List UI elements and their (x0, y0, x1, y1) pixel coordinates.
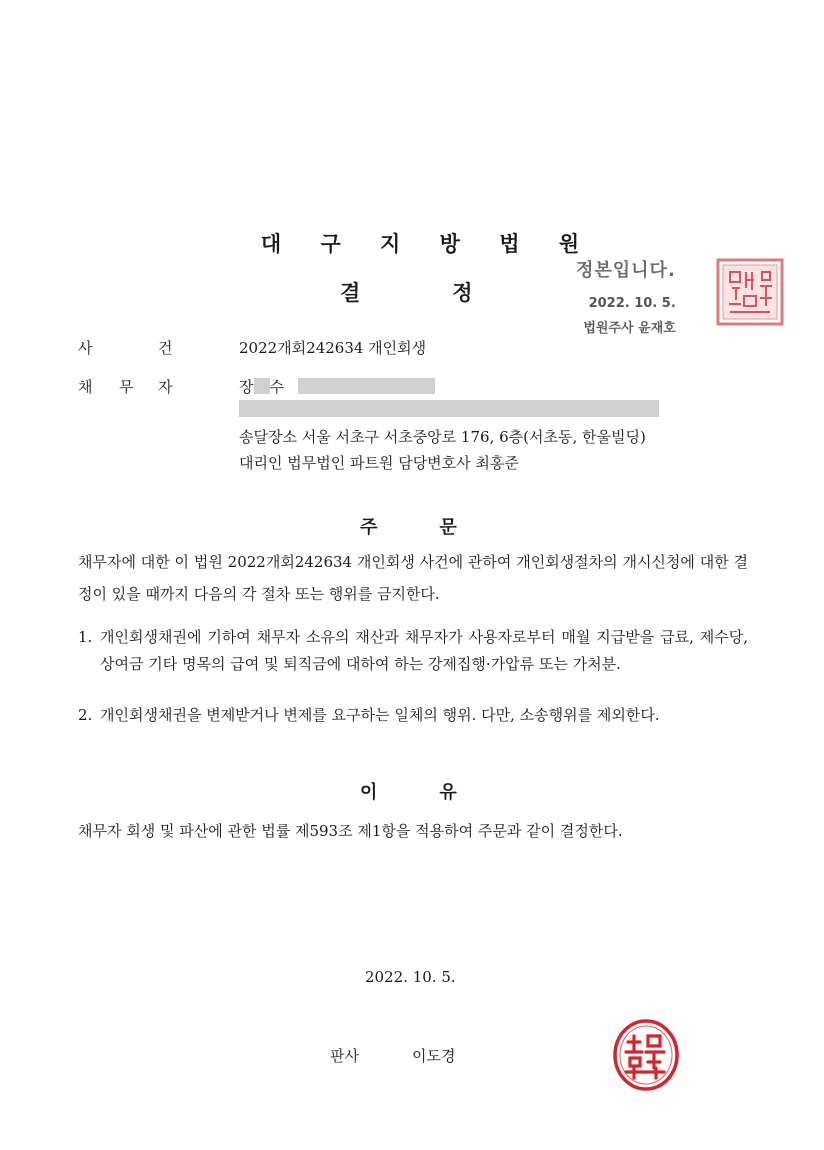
order-item (78, 624, 748, 678)
judge-seal (612, 1018, 680, 1092)
certification-clerk: 법원주사 윤재호 (583, 321, 676, 336)
reason-heading-char-1: 이 (360, 782, 378, 803)
certification-date: 2022. 10. 5. (588, 296, 676, 311)
order-item-number: 2. (78, 706, 93, 724)
certification-stamp (576, 256, 676, 336)
service-address: 송달장소 서울 서초구 서초중앙로 176, 6층(서초동, 한울빌딩) (239, 428, 646, 446)
order-item (78, 702, 748, 729)
order-intro: 채무자에 대한 이 법원 2022개회242634 개인회생 사건에 관하여 개인회생절차의 개시신청에 대한 결정이 있을 때까지 다음의 각 절차 또는 행위를 금지한다. (78, 553, 748, 603)
debtor-name (239, 376, 284, 397)
order-heading-char-1: 주 (360, 517, 378, 538)
name-redaction (254, 378, 270, 394)
order-item-number: 1. (78, 628, 93, 646)
order-heading (360, 513, 457, 539)
debtor-name-last: 수 (269, 378, 284, 396)
debtor-label-char-2: 무 (119, 378, 134, 396)
certification-title: 정본입니다. (576, 260, 676, 281)
document-type (340, 277, 473, 307)
reason-text: 채무자 회생 및 파산에 관한 법률 제593조 제1항을 적용하여 주문과 같이 결정한다. (78, 822, 623, 840)
case-label (78, 337, 173, 358)
decision-date: 2022. 10. 5. (365, 968, 456, 986)
case-number: 2022개회242634 개인회생 (239, 339, 427, 357)
debtor-name-first: 장 (239, 378, 254, 396)
id-redaction (298, 378, 435, 394)
document-type-char-1: 결 (340, 281, 361, 305)
debtor-label-char-3: 자 (158, 378, 173, 396)
case-label-char-2: 건 (158, 339, 173, 357)
judge-title: 판사 (330, 1047, 359, 1065)
debtor-label-char-1: 채 (78, 378, 93, 396)
reason-heading-char-2: 유 (439, 782, 457, 803)
order-item-text: 개인회생채권을 변제받거나 변제를 요구하는 일체의 행위. 다만, 소송행위를 제외한다. (100, 706, 660, 724)
judge-name: 이도경 (412, 1047, 456, 1065)
document-type-char-2: 정 (452, 281, 473, 305)
case-label-char-1: 사 (78, 339, 93, 357)
court-clerk-seal (716, 258, 784, 326)
address-redaction (239, 400, 659, 417)
court-name: 대 구 지 방 법 원 (260, 232, 596, 256)
order-item-text: 개인회생채권에 기하여 채무자 소유의 재산과 채무자가 사용자로부터 매월 지급받을 급료, 제수당, 상여금 기타 명목의 급여 및 퇴직금에 대하여 하는 강제집행·가압류 또는 가처분. (100, 628, 748, 673)
debtor-label (78, 376, 173, 397)
order-heading-char-2: 문 (439, 517, 457, 538)
reason-heading (360, 778, 457, 804)
debtor-agent: 대리인 법무법인 파트원 담당변호사 최홍준 (239, 454, 519, 472)
